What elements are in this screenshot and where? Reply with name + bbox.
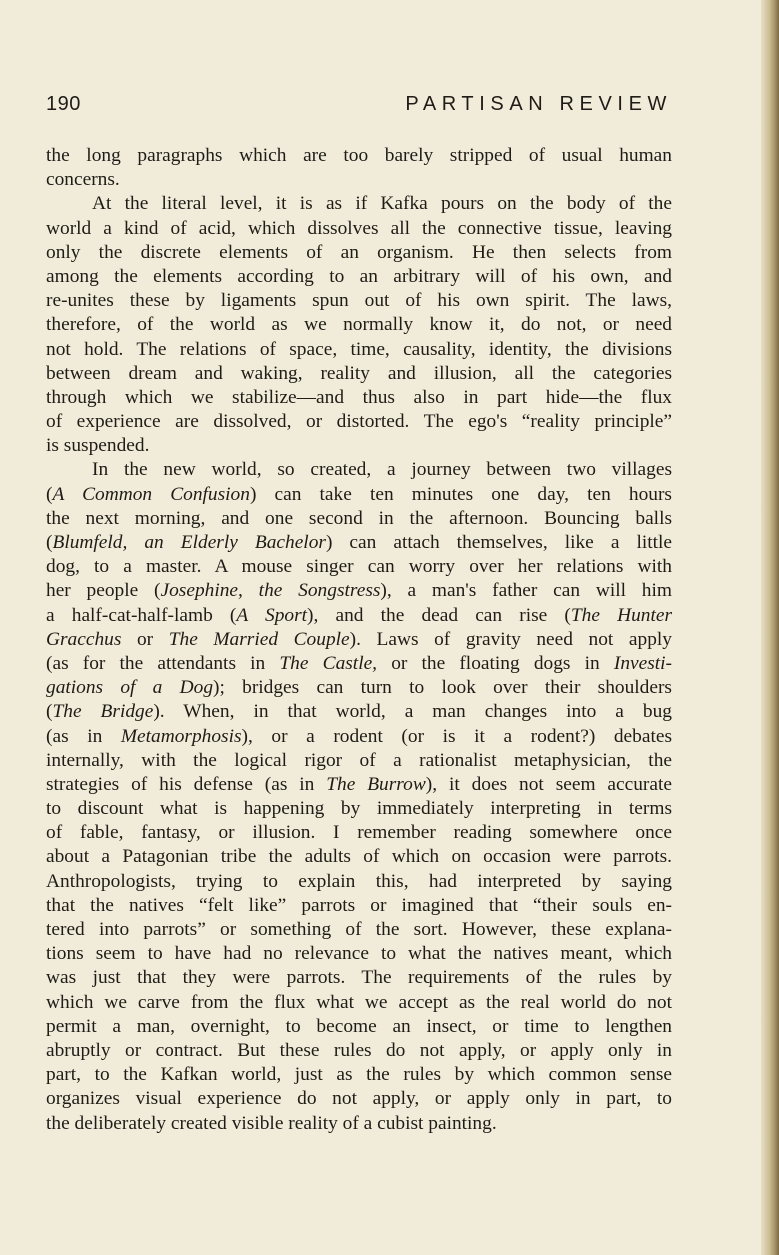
text-line: about a Patagonian tribe the adults of which on occasion were parrots. [46, 846, 672, 868]
italic-title: The Married Couple [168, 628, 350, 650]
italic-title: Investi- [613, 652, 673, 674]
article-body [46, 144, 672, 1136]
text-line: (The Bridge). When, in that world, a man changes into a bug [46, 701, 673, 723]
text-line: gations of a Dog); bridges can turn to look over their shoulders [46, 677, 672, 699]
text-line: Anthropologists, trying to explain this, had interpreted by saying [46, 870, 672, 892]
page-edge-shadow [761, 0, 779, 1255]
text-line: the next morning, and one second in the afternoon. Bouncing balls [46, 507, 672, 529]
text-line: strategies of his defense (as in The Burrow), it does not seem accurate [46, 773, 672, 795]
text-line: is suspended. [46, 435, 150, 457]
paragraph [46, 144, 672, 192]
italic-title: The Bridge [52, 701, 154, 723]
text-line: re-unites these by ligaments spun out of his own spirit. The laws, [46, 290, 672, 312]
paragraph [46, 458, 672, 1135]
page-number: 190 [46, 93, 81, 115]
text-line: not hold. The relations of space, time, causality, identity, the divisions [46, 338, 672, 360]
text-line: abruptly or contract. But these rules do not apply, or apply only in [46, 1039, 672, 1061]
italic-title: Blumfeld, an Elderly Bachelor [52, 532, 326, 553]
text-line: only the discrete elements of an organism. He then selects from [46, 241, 672, 263]
text-line: the long paragraphs which are too barely stripped of usual human [46, 145, 672, 166]
italic-title: Metamorphosis [120, 725, 242, 747]
italic-title: The Castle, [279, 652, 378, 674]
text-line: part, to the Kafkan world, just as the rules by which common sense [46, 1064, 672, 1086]
text-line: dog, to a master. A mouse singer can worry over her relations with [46, 556, 672, 578]
text-line: to discount what is happening by immediately interpreting in terms [46, 798, 672, 820]
text-line: In the new world, so created, a journey between two villages [92, 459, 672, 481]
text-line: (A Common Confusion) can take ten minutes one day, ten hours [46, 483, 672, 505]
text-line: between dream and waking, reality and illusion, all the categories [46, 362, 672, 384]
italic-title: Gracchus [46, 628, 122, 650]
italic-title: The Hunter [570, 604, 673, 626]
text-line: permit a man, overnight, to become an insect, or time to lengthen [46, 1015, 672, 1037]
text-line: through which we stabilize—and thus also in part hide—the flux [46, 386, 672, 408]
running-title: PARTISAN REVIEW [405, 93, 672, 115]
text-line: was just that they were parrots. The requirements of the rules by [46, 967, 672, 989]
italic-title: The Burrow [326, 773, 426, 795]
text-line: the deliberately created visible reality of a cubist painting. [46, 1112, 497, 1134]
italic-title: A Common Confusion [52, 483, 250, 505]
text-line: among the elements according to an arbitrary will of his own, and [46, 265, 672, 287]
text-line: At the literal level, it is as if Kafka pours on the body of the [92, 193, 672, 215]
text-line: therefore, of the world as we normally know it, do not, or need [46, 314, 672, 336]
paragraph [46, 192, 672, 458]
running-header [46, 93, 672, 123]
text-line: which we carve from the flux what we accept as the real world do not [46, 991, 672, 1013]
text-line: of fable, fantasy, or illusion. I remember reading somewhere once [46, 822, 672, 844]
text-line: her people (Josephine, the Songstress), a man's father can will him [46, 580, 672, 602]
text-line: (as in Metamorphosis), or a rodent (or is it a rodent?) debates [46, 725, 672, 747]
text-line: internally, with the logical rigor of a rationalist metaphysician, the [46, 749, 672, 771]
italic-title: Josephine, the Songstress [160, 580, 381, 602]
text-line: (Blumfeld, an Elderly Bachelor) can attach themselves, like a little [46, 532, 672, 553]
text-line: world a kind of acid, which dissolves all the connective tissue, leaving [46, 217, 672, 239]
italic-title: gations of a Dog [46, 677, 214, 699]
text-line: a half-cat-half-lamb (A Sport), and the dead can rise (The Hunter [46, 604, 673, 626]
text-line: of experience are dissolved, or distorted. The ego's “reality principle” [46, 411, 672, 433]
text-line: tions seem to have had no relevance to what the natives meant, which [46, 943, 672, 965]
text-line: Gracchus or The Married Couple). Laws of gravity need not apply [46, 628, 672, 650]
text-line: concerns. [46, 169, 120, 191]
text-line: (as for the attendants in The Castle, or the floating dogs in Investi- [46, 652, 673, 674]
italic-title: A Sport [236, 604, 308, 626]
text-line: that the natives “felt like” parrots or imagined that “their souls en- [46, 894, 672, 916]
text-line: organizes visual experience do not apply, or apply only in part, to [46, 1088, 672, 1110]
text-line: tered into parrots” or something of the sort. However, these explana- [46, 919, 672, 940]
